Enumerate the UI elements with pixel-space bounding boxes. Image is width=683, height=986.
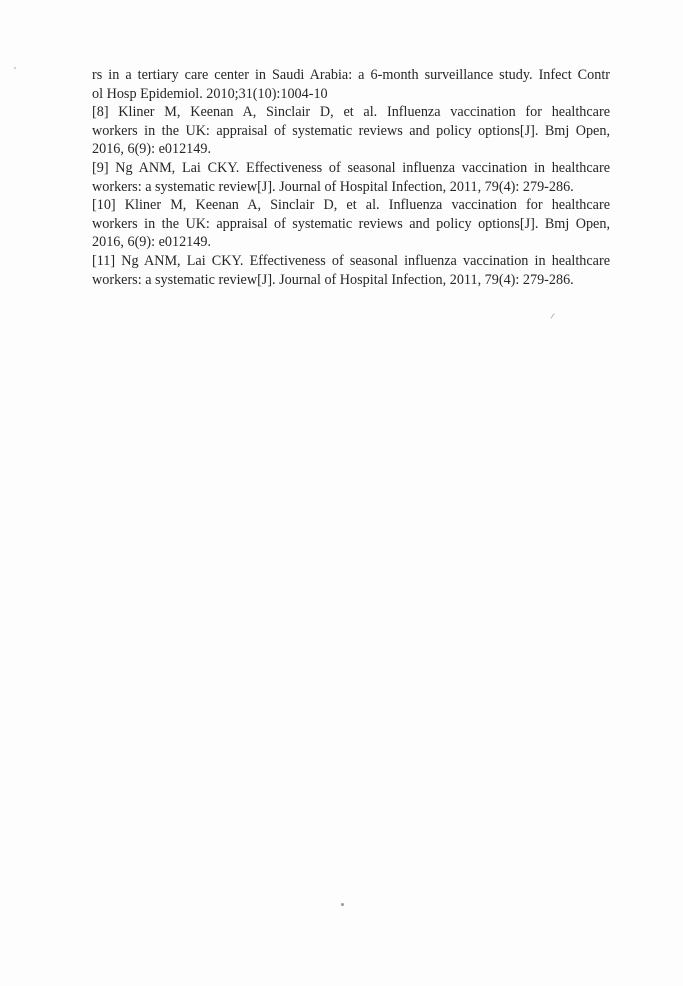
reference-8-line-3: 2016, 6(9): e012149.	[92, 141, 212, 158]
reference-8-line-2: workers in the UK: appraisal of systematic reviews and policy options[J]. Bmj Open,	[92, 122, 610, 139]
reference-list	[92, 66, 610, 289]
reference-10-line-3: 2016, 6(9): e012149.	[92, 234, 212, 251]
scan-mark	[550, 313, 554, 318]
reference-11-line-1: [11] Ng ANM, Lai CKY. Effectiveness of seasonal influenza vaccination in healthcare	[92, 252, 610, 269]
reference-11-line-2: workers: a systematic review[J]. Journal of Hospital Infection, 2011, 79(4): 279-286.	[92, 271, 574, 288]
reference-9-line-2: workers: a systematic review[J]. Journal of Hospital Infection, 2011, 79(4): 279-286.	[92, 178, 574, 195]
scan-speck	[14, 67, 16, 69]
reference-8-line-1: [8] Kliner M, Keenan A, Sinclair D, et al. Influenza vaccination for healthcare	[92, 104, 610, 121]
reference-9-line-1: [9] Ng ANM, Lai CKY. Effectiveness of seasonal influenza vaccination in healthcare	[92, 159, 610, 176]
scan-speck	[341, 903, 344, 906]
reference-7-line-2: ol Hosp Epidemiol. 2010;31(10):1004-10	[92, 85, 328, 102]
reference-10-line-2: workers in the UK: appraisal of systematic reviews and policy options[J]. Bmj Open,	[92, 215, 610, 232]
reference-10-line-1: [10] Kliner M, Keenan A, Sinclair D, et al. Influenza vaccination for healthcare	[92, 197, 610, 214]
reference-7-line-1: rs in a tertiary care center in Saudi Arabia: a 6-month surveillance study. Infect Contr	[92, 67, 610, 83]
